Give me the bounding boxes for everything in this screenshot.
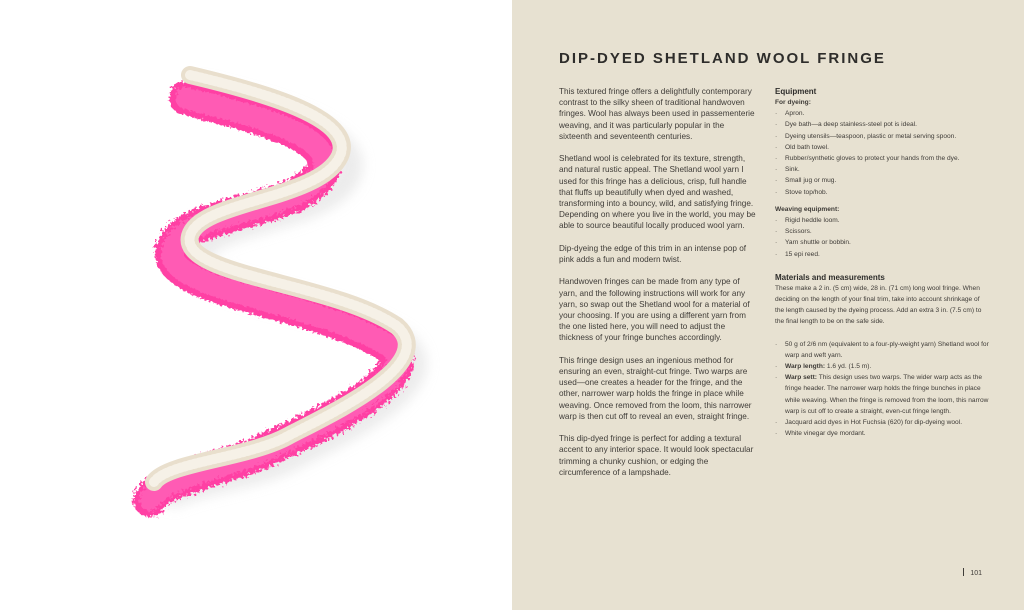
list-item: [775, 361, 989, 372]
list-item: · Stove top/hob.: [775, 187, 989, 198]
body-paragraph: This fringe design uses an ingenious method for ensuring an even, straight-cut fringe. Two warps are used—one creates a header for the fringe, and the other, narrower warp holds the fringe in place while weaving. Once removed from the loom, this narrower warp is then cut off to reveal an even, straight fringe.: [559, 355, 752, 421]
list-item: · Rigid heddle loom.: [775, 215, 989, 226]
list-item: · White vinegar dye mordant.: [775, 428, 989, 439]
body-paragraph: Dip-dyeing the edge of this trim in an intense pop of pink adds a fun and modern twist.: [559, 243, 747, 265]
body-paragraph: Handwoven fringes can be made from any type of yarn, and the following instructions will work for any yarn, so swap out the Shetland wool for a material of your choosing. If you are using a different yarn from the one listed here, you will need to adjust the thickness of your fringe bunches accordingly.: [559, 277, 750, 343]
list-item: · 15 epi reed.: [775, 249, 989, 260]
list-item: · Sink.: [775, 164, 989, 175]
list-item: · Jacquard acid dyes in Hot Fuchsia (620) for dip-dyeing wool.: [775, 417, 989, 428]
equipment-heading: Equipment: [775, 87, 817, 96]
page-title: DIP-DYED SHETLAND WOOL FRINGE: [559, 50, 886, 67]
body-paragraph: This dip-dyed fringe is perfect for adding a textural accent to any interior space. It would look spectacular trimming a chunky cushion, or edging the circumference of a lampshade.: [559, 434, 754, 477]
warp-sett-value: This design uses two warps. The wider warp acts as the fringe header. The narrower warp holds the fringe bunches in place while weaving. When the fringe is removed from the loom, this narrow warp is cut off to create a straight, even-cut fringe length.: [785, 374, 989, 415]
list-item: · Scissors.: [775, 226, 989, 237]
warp-length-label: Warp length:: [785, 363, 826, 371]
list-item: · Old bath towel.: [775, 142, 989, 153]
body-paragraph: Shetland wool is celebrated for its texture, strength, and natural rustic appeal. The Shetland wool yarn I used for this fringe has a delicious, crisp, full handle that fluffs up beautifully when dyed and washed, transforming into a bouncy, wild, and satisfying fringe. Depending on where you live in the world, you may be able to source beautiful locally produced wool yarn.: [559, 154, 756, 231]
materials-list: [775, 339, 989, 440]
intro-text-column: [559, 86, 757, 489]
list-item: · Small jug or mug.: [775, 175, 989, 186]
list-item: [775, 372, 989, 417]
list-item: · Dyeing utensils—teaspoon, plastic or metal serving spoon.: [775, 131, 989, 142]
body-paragraph: This textured fringe offers a delightfully contemporary contrast to the silky sheen of traditional handwoven fringes. Wool has always been used in passementerie weaving, and it was particularly popular in the sixteenth and seventeenth centuries.: [559, 87, 755, 141]
list-item: · Apron.: [775, 108, 989, 119]
page-number: [963, 568, 982, 577]
materials-heading: Materials and measurements: [775, 272, 885, 282]
materials-intro: These make a 2 in. (5 cm) wide, 28 in. (71 cm) long wool fringe. When deciding on the length of your final trim, take into account shrinkage of the length caused by the dyeing process. Add an extra 3 in. (7.5 cm) to the final length to be on the safe side.: [775, 284, 982, 326]
page-number-text: 101: [970, 570, 982, 577]
weaving-list: [775, 215, 989, 260]
list-item: · Dye bath—a deep stainless-steel pot is ideal.: [775, 119, 989, 130]
list-item: · Yarn shuttle or bobbin.: [775, 237, 989, 248]
list-item: · 50 g of 2/6 nm (equivalent to a four-ply-weight yarn) Shetland wool for warp and weft yarn.: [775, 339, 989, 361]
dyeing-label: For dyeing:: [775, 99, 811, 106]
right-page: [512, 0, 1024, 610]
list-item: · Rubber/synthetic gloves to protect your hands from the dye.: [775, 153, 989, 164]
page-number-divider: [963, 568, 964, 576]
weaving-label: Weaving equipment:: [775, 205, 840, 213]
warp-sett-label: Warp sett:: [785, 374, 817, 382]
dyeing-list: [775, 108, 989, 198]
warp-length-value: 1.6 yd. (1.5 m).: [825, 363, 872, 371]
sidebar-column: [775, 86, 989, 445]
